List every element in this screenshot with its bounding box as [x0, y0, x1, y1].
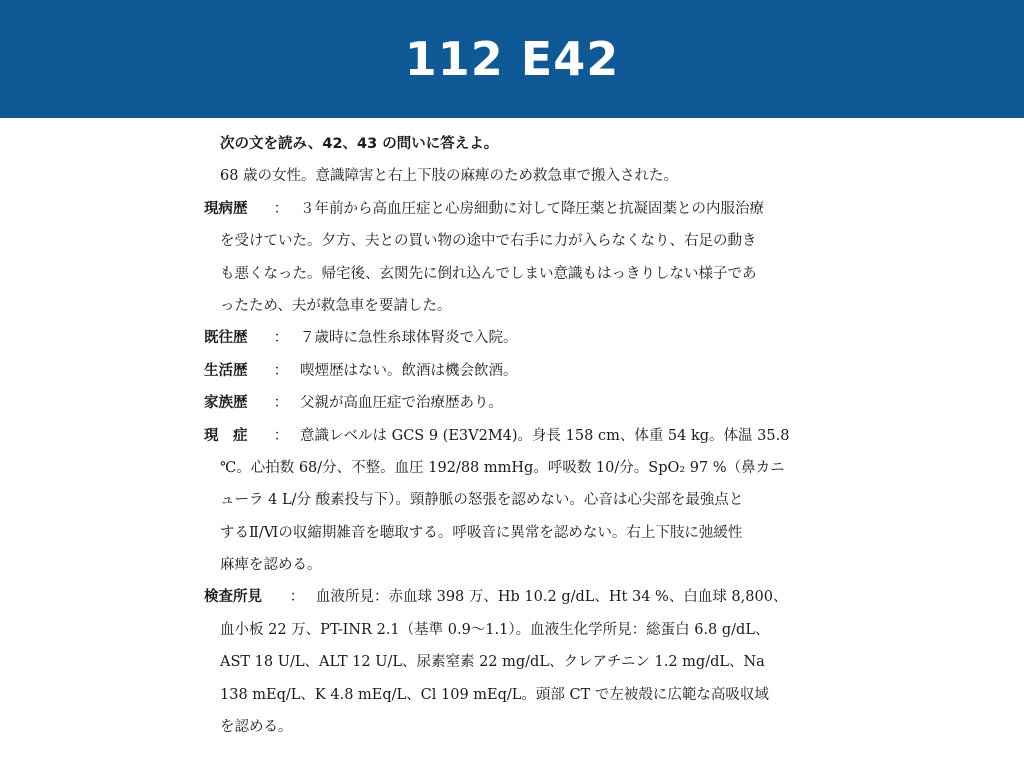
social-history-colon: ：: [273, 362, 289, 379]
present-illness-text: ったため、夫が救急車を要請した。: [220, 297, 452, 314]
past-history-text: ７歳時に急性糸球体腎炎で入院。: [300, 330, 518, 347]
lab-text: AST 18 U/L、ALT 12 U/L、尿素窒素 22 mg/dL、クレアチニン 1.2 mg/dL、Na: [220, 654, 765, 671]
lab-colon: ：: [289, 589, 305, 606]
findings-colon: ：: [273, 427, 289, 444]
findings-row: [204, 420, 824, 452]
case-document: [204, 128, 824, 743]
present-illness-row: [204, 193, 824, 225]
social-history-row: [204, 355, 824, 387]
family-history-colon: ：: [273, 395, 289, 412]
findings-label: 現 症: [204, 427, 248, 444]
family-history-label: 家族歴: [204, 395, 248, 412]
case-intro: 68 歳の女性。意識障害と右上下肢の麻痺のため救急車で搬入された。: [220, 168, 679, 185]
lab-text: 血小板 22 万、PT-INR 2.1（基準 0.9〜1.1）。血液生化学所見：総蛋白 6.8 g/dL、: [220, 621, 770, 638]
present-illness-colon: ：: [273, 200, 289, 217]
family-history-text: 父親が高血圧症で治療歴あり。: [300, 395, 503, 412]
past-history-row: [204, 322, 824, 354]
findings-text: 麻痺を認める。: [220, 557, 322, 574]
lab-row: [204, 581, 824, 613]
findings-text: ℃。心拍数 68/分、不整。血圧 192/88 mmHg。呼吸数 10/分。SpO₂ 97 %（鼻カニ: [220, 459, 785, 476]
social-history-text: 喫煙歴はない。飲酒は機会飲酒。: [300, 362, 518, 379]
findings-text: ューラ 4 L/分 酸素投与下）。頸静脈の怒張を認めない。心音は心尖部を最強点と: [220, 492, 744, 509]
lab-label: 検査所見: [204, 589, 262, 606]
slide-title: 112 E42: [404, 32, 620, 86]
lab-text: 138 mEq/L、K 4.8 mEq/L、Cl 109 mEq/L。頭部 CT で左被殻に広範な高吸収域: [220, 686, 769, 703]
social-history-label: 生活歴: [204, 362, 248, 379]
past-history-label: 既往歴: [204, 330, 248, 347]
findings-text: するⅡ/Ⅵの収縮期雑音を聴取する。呼吸音に異常を認めない。右上下肢に弛緩性: [220, 524, 743, 541]
title-bar: [0, 0, 1024, 118]
question-instruction: 次の文を読み、42、43 の問いに答えよ。: [220, 136, 499, 152]
family-history-row: [204, 387, 824, 419]
present-illness-text: ３年前から高血圧症と心房細動に対して降圧薬と抗凝固薬との内服治療: [300, 200, 764, 217]
lab-text: 血液所見：赤血球 398 万、Hb 10.2 g/dL、Ht 34 %、白血球 8,800、: [316, 589, 788, 606]
present-illness-text: を受けていた。夕方、夫との買い物の途中で右手に力が入らなくなり、右足の動き: [220, 233, 757, 250]
lab-text: を認める。: [220, 719, 293, 736]
present-illness-label: 現病歴: [204, 200, 248, 217]
present-illness-text: も悪くなった。帰宅後、玄関先に倒れ込んでしまい意識もはっきりしない様子であ: [220, 265, 757, 282]
past-history-colon: ：: [273, 330, 289, 347]
findings-text: 意識レベルは GCS 9 (E3V2M4)。身長 158 cm、体重 54 kg。体温 35.8: [300, 427, 790, 444]
